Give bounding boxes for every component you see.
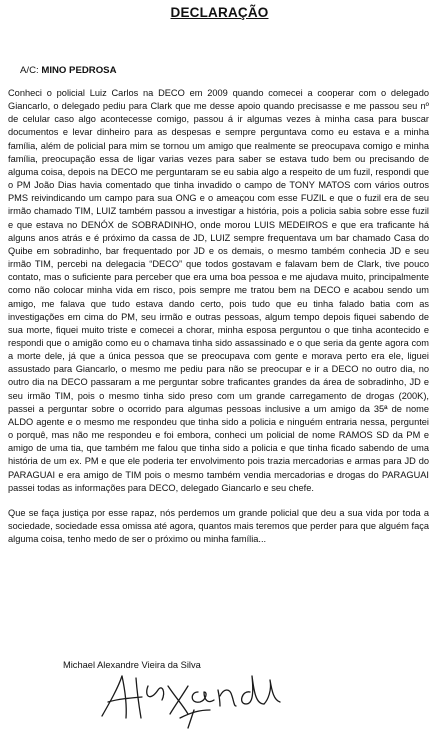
body-paragraph: Que se faça justiça por esse rapaz, nós perdemos um grande policial que deu a sua vida por toda a sociedade, sociedade essa omissa até agora, quantos mais teremos que perder para que alguém faça alguma coisa, tenho medo de ser o próximo ou minha família... (8, 507, 429, 545)
signer-name: Michael Alexandre Vieira da Silva (63, 660, 201, 670)
addressee-prefix: A/C: (20, 65, 39, 76)
addressee-line (20, 65, 117, 76)
handwritten-signature (96, 670, 286, 730)
addressee-name: MINO PEDROSA (41, 65, 117, 76)
document-title: DECLARAÇÃO (170, 5, 269, 20)
declaration-body (8, 87, 429, 546)
body-paragraph: Conheci o policial Luiz Carlos na DECO em 2009 quando comecei a cooperar com o delegado Giancarlo, o delegado pediu para Clark que me desse apoio quando precisasse e me passou seu nº de celular caso algo acontecesse comigo, passou á ir algumas vezes à minha casa para buscar documentos e levar dinheiro para as despesas e sempre perguntava como eu estava e a minha família, além de policial para mim se tornou um amigo que realmente se preocupava comigo e minha família, preocupação essa de ligar varias vezes para saber se estava tudo bem ou precisando de alguma coisa, depois na DECO me perguntaram se eu sabia algo a respeito de um fuzil, respondi que o PM João Dias havia comentado que tinha invadido o campo de TONY MATOS com vários outros PMS reivindicando um campo para sua ONG e o ameaçou com esse FUZIL e que o fuzil era de seu irmão chamado TIM, LUIZ também passou a investigar a história, pois a policia sabia sobre esse fuzil e que estava no DENÓX de SOBRADINHO, onde morou LUIS MEDEIROS e que era traficante há alguns anos atrás e é próximo da cassa de JD, LUIZ sempre frequentava um bar chamado Casa do Quibe em sobradinho, bar frequentado por JD e os demais, o mesmo também conhecia JD e seu irmão TIM, percebi na delegacia “DECO” que todos gostavam e falavam bem de Clark, tive pouco contato, mas o suficiente para perceber que era uma boa pessoa e me ajudava muito, principalmente como não colocar minha vida em risco, pois sempre me tratou bem na DECO e acabou sendo um amigo, me falava que tudo estava dando certo, pois tudo que eu tinha falado batia com as investigações em cima do PM, seu irmão e outras pessoas, algum tempo depois fiquei sabendo de sua morte, fiquei muito triste e comecei a chorar, minha esposa perguntou o que tinha acontecido e respondi que o amigão como eu o chamava tinha sido assassinado e o que seria da gente agora com a morte dele, já que a única pessoa que se preocupava com gente e morava perto era ele, liguei assustado para Giancarlo, o mesmo me pediu para não se preocupar e ir a DECO no outro dia, no outro dia na DECO passaram a me perguntar sobre traficantes grandes da área de sobradinho, JD e seu irmão TIM, pois o mesmo tinha sido preso com um grande carregamento de drogas (200K), passei a perguntar sobre o ocorrido para algumas pessoas inclusive a um amigo da 35ª de nome ALDO agente e o mesmo me respondeu que tinha sido a policia e ninguém entraria nessa, perguntei o porquê, mas não me respondeu e foi embora, conheci um policial de nome RAMOS SD da PM e amigo de uma tia, que também me falou que tinha sido a policia e que tinha ficado sabendo de uma história de um ex. PM e que ele poderia ter envolvimento pois trazia mercadorias e armas para JD do PARAGUAI e era amigo de TIM pois o mesmo também vendia mercadorias e drogas do PARAGUAI passei todas as informações para DECO, delegado Giancarlo e seu chefe. (8, 88, 429, 493)
